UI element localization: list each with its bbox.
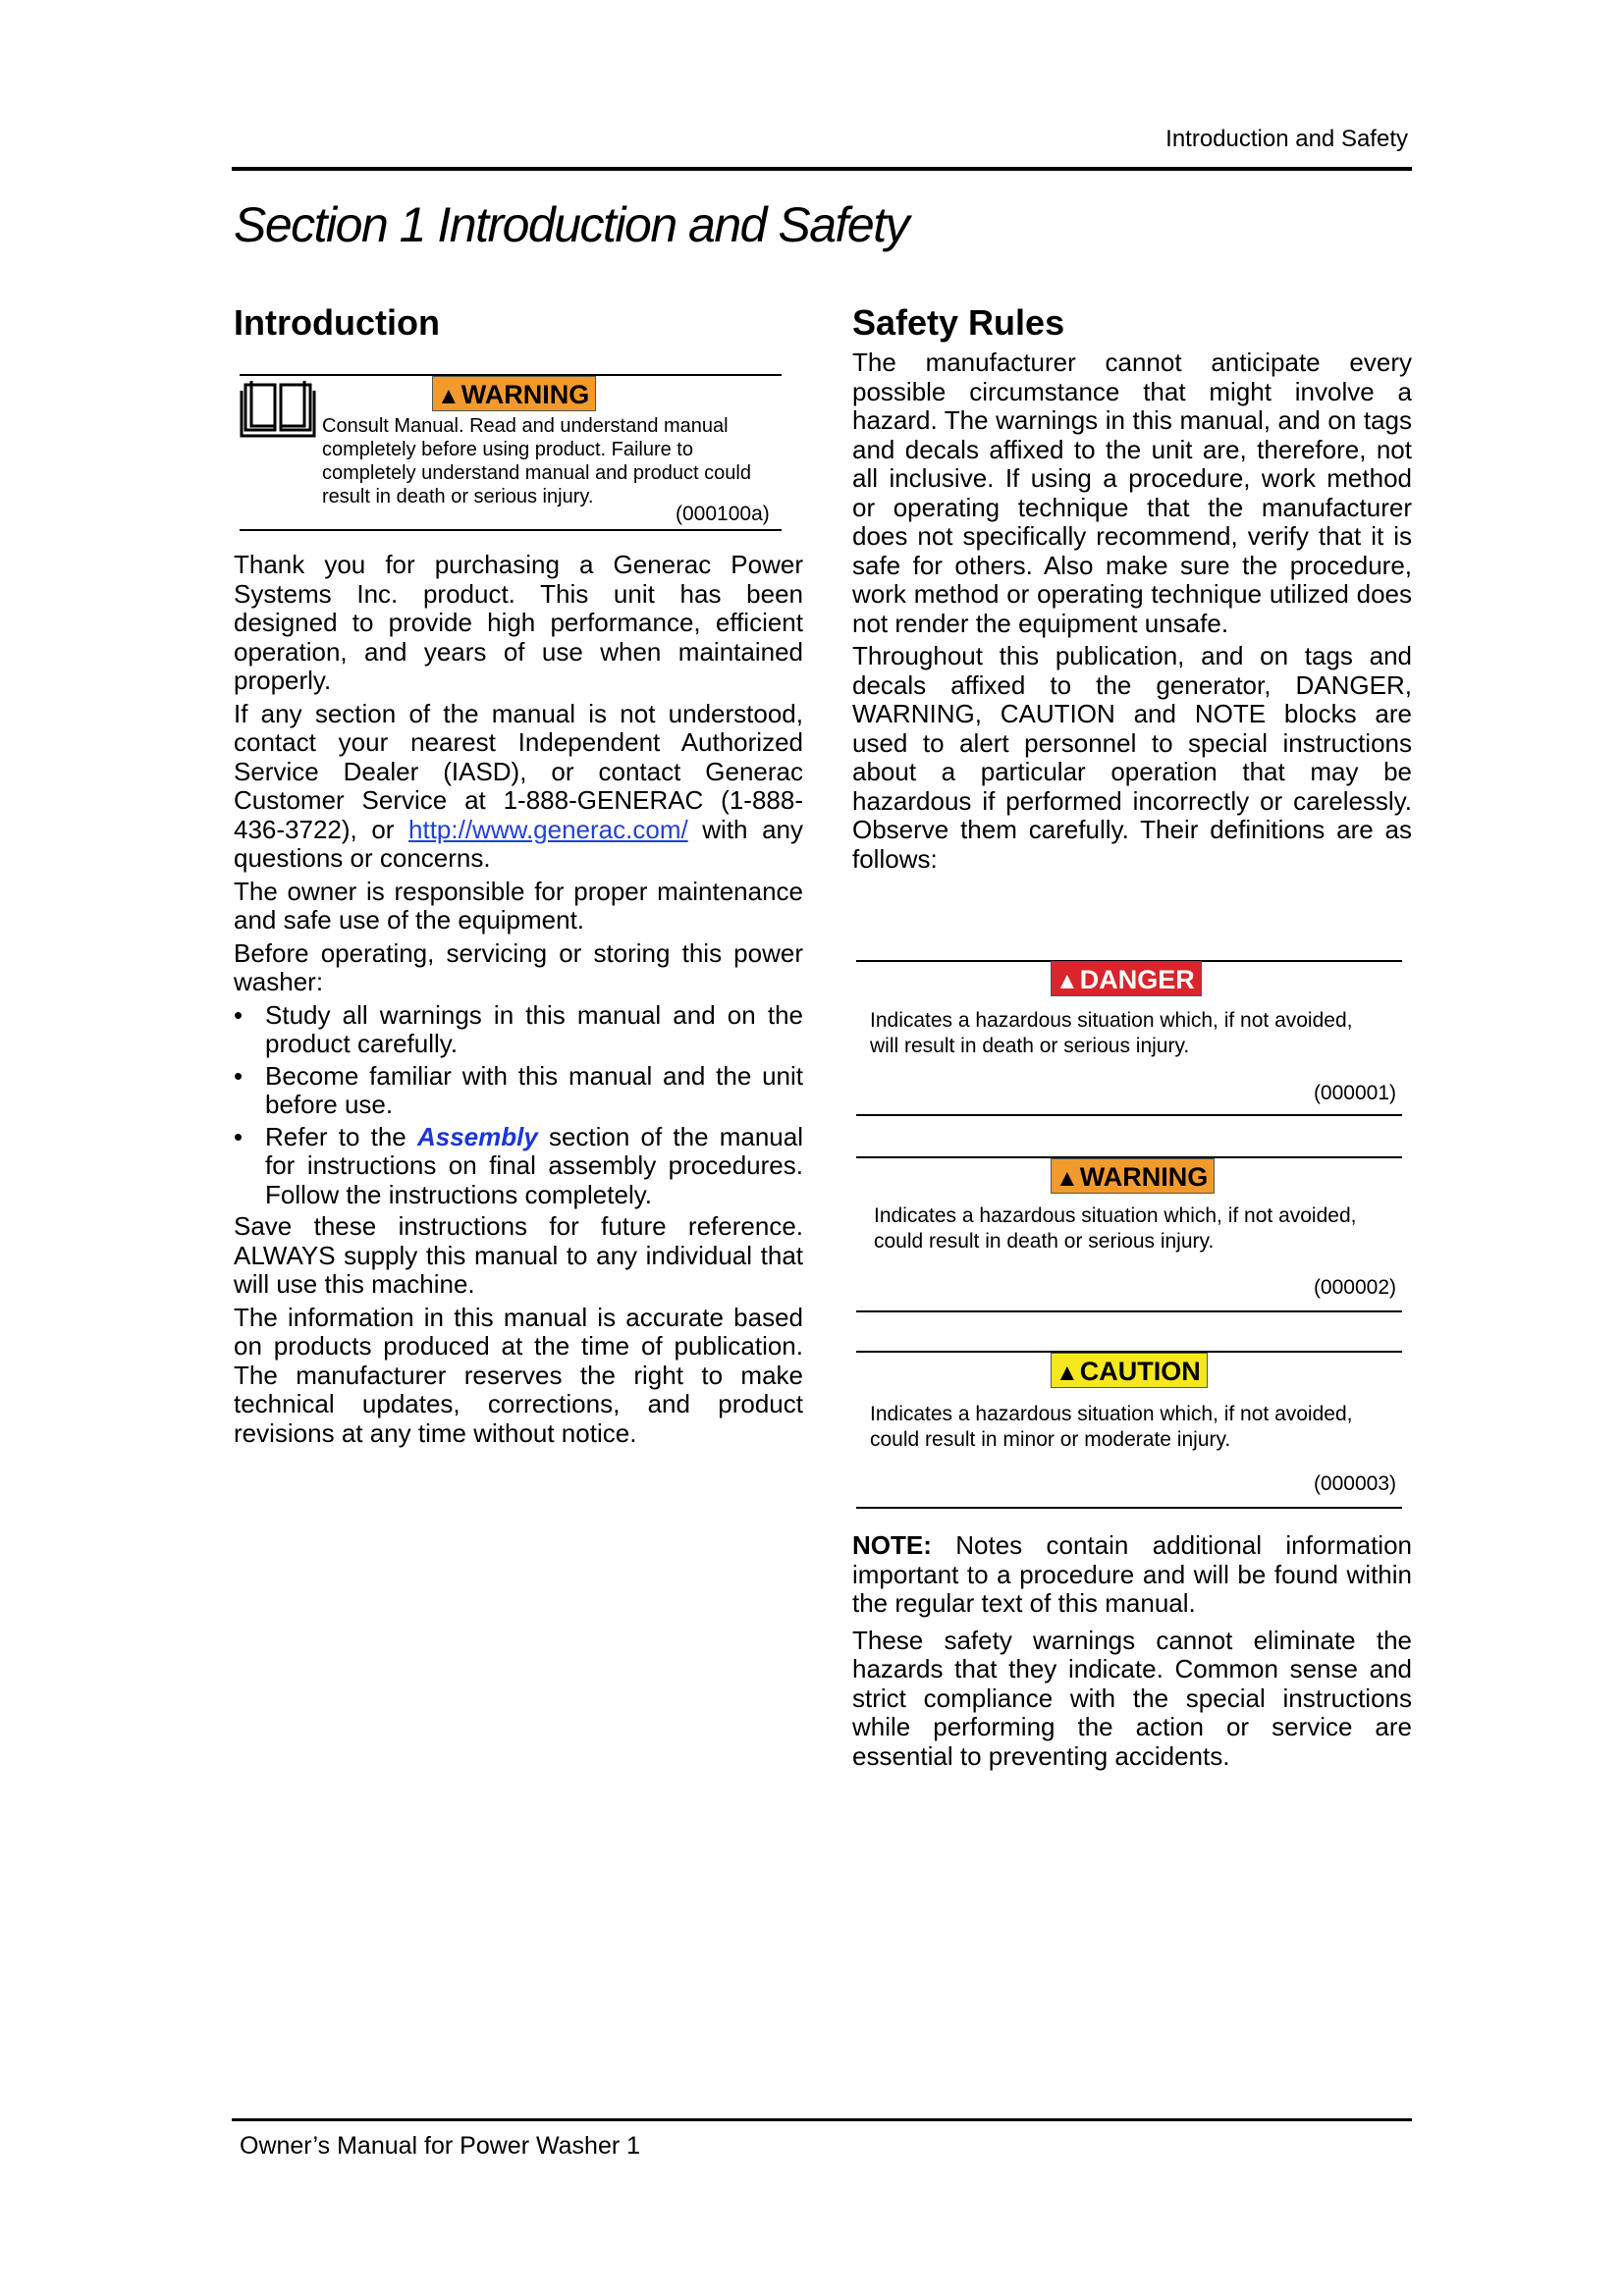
warning-box-text: Consult Manual. Read and understand manual completely before using product. Failure to completely understand manual and product could result in death or serious injury. bbox=[322, 415, 751, 507]
note-label: NOTE: bbox=[852, 1530, 932, 1560]
bullet-icon: • bbox=[234, 1060, 244, 1091]
caution-text: Indicates a hazardous situation which, if not avoided, could result in minor or moderate injury. bbox=[870, 1403, 1353, 1451]
intro-paragraph-4: Before operating, servicing or storing this power washer: bbox=[234, 937, 803, 996]
generac-website-link[interactable]: http://www.generac.com/ bbox=[408, 814, 688, 844]
introduction-body bbox=[234, 551, 803, 1452]
intro-paragraph-3: The owner is responsible for proper maintenance and safe use of the equipment. bbox=[234, 876, 803, 934]
safety-rules-heading: Safety Rules bbox=[852, 302, 1065, 343]
bullet-icon: • bbox=[234, 1121, 244, 1151]
warning-box-bottom-rule bbox=[240, 529, 782, 531]
book-icon bbox=[240, 379, 316, 440]
assembly-link[interactable]: Assembly bbox=[416, 1121, 538, 1151]
danger-signal-word: ▲DANGER bbox=[1051, 961, 1202, 996]
warning-signal-word: ▲WARNING bbox=[432, 376, 596, 411]
danger-code: (000001) bbox=[1313, 1082, 1396, 1104]
safety-rules-body-2 bbox=[852, 1531, 1412, 1775]
caution-bottom-rule bbox=[856, 1507, 1402, 1509]
caution-signal-word: ▲CAUTION bbox=[1051, 1353, 1208, 1388]
list-item: • Study all warnings in this manual and on the product carefully. bbox=[234, 999, 803, 1058]
caution-code: (000003) bbox=[1313, 1472, 1396, 1495]
warning-triangle-icon: ▲ bbox=[1056, 1165, 1079, 1192]
caution-triangle-icon: ▲ bbox=[1056, 1360, 1079, 1386]
danger-bottom-rule bbox=[856, 1114, 1402, 1116]
safety-rules-body bbox=[852, 348, 1412, 878]
safety-paragraph-1: The manufacturer cannot anticipate every possible circumstance that might involve a hazard. The warnings in this manual, and on tags and decals affixed to the unit are, therefore, not all inclusive. If using a procedure, work method or operating technique that the manufacturer does not specifically recommend, verify that it is safe for others. Also make sure the procedure, work method or operating technique utilized does not render the equipment unsafe. bbox=[852, 347, 1412, 638]
warning-box-code: (000100a) bbox=[676, 503, 770, 525]
safety-paragraph-3: These safety warnings cannot eliminate the hazards that they indicate. Common sense and strict compliance with the special instructions while performing the action or service are essential to preventing accidents. bbox=[852, 1625, 1412, 1771]
warning-triangle-icon: ▲ bbox=[437, 383, 460, 409]
safety-paragraph-2: Throughout this publication, and on tags and decals affixed to the generator, DANGER, WARNING, CAUTION and NOTE blocks are used to alert personnel to special instructions about a particular operation that may be hazardous if performed incorrectly or carelessly. Observe them carefully. Their definitions are as follows: bbox=[852, 641, 1412, 874]
introduction-heading: Introduction bbox=[234, 302, 440, 343]
danger-text: Indicates a hazardous situation which, if not avoided, will result in death or serious injury. bbox=[870, 1009, 1353, 1057]
running-header: Introduction and Safety bbox=[1165, 126, 1408, 152]
list-item: • Refer to the Assembly section of the manual for instructions on final assembly procedures. Follow the instructions completely. bbox=[234, 1121, 803, 1209]
footer-rule bbox=[232, 2118, 1412, 2121]
warning-bottom-rule bbox=[856, 1310, 1402, 1312]
intro-paragraph-2: If any section of the manual is not understood, contact your nearest Independent Authorized Service Dealer (IASD), or contact Generac Customer Service at 1-888-GENERAC (1-888-436-3722), or http://www.generac.com/ with any questions or concerns. bbox=[234, 698, 804, 873]
intro-paragraph-1: Thank you for purchasing a Generac Power Systems Inc. product. This unit has been designed to provide high performance, efficient operation, and years of use when maintained properly. bbox=[234, 550, 803, 695]
footer-text: Owner’s Manual for Power Washer 1 bbox=[240, 2132, 641, 2160]
note-paragraph: NOTE: Notes contain additional information important to a procedure and will be found within the regular text of this manual. bbox=[852, 1530, 1412, 1618]
precaution-list bbox=[234, 1001, 803, 1210]
warning-code: (000002) bbox=[1313, 1276, 1396, 1299]
list-item: • Become familiar with this manual and the unit before use. bbox=[234, 1060, 803, 1119]
warning-signal-word-2: ▲WARNING bbox=[1051, 1158, 1215, 1194]
section-title: Section 1 Introduction and Safety bbox=[234, 197, 909, 252]
header-rule bbox=[232, 167, 1412, 171]
intro-paragraph-6: The information in this manual is accurate based on products produced at the time of publication. The manufacturer reserves the right to make technical updates, corrections, and product revisions at any time without notice. bbox=[234, 1302, 803, 1448]
intro-paragraph-5: Save these instructions for future reference. ALWAYS supply this manual to any individual that will use this machine. bbox=[234, 1211, 803, 1299]
warning-text: Indicates a hazardous situation which, if not avoided, could result in death or serious injury. bbox=[874, 1204, 1357, 1253]
danger-triangle-icon: ▲ bbox=[1056, 968, 1079, 994]
bullet-icon: • bbox=[234, 999, 244, 1030]
